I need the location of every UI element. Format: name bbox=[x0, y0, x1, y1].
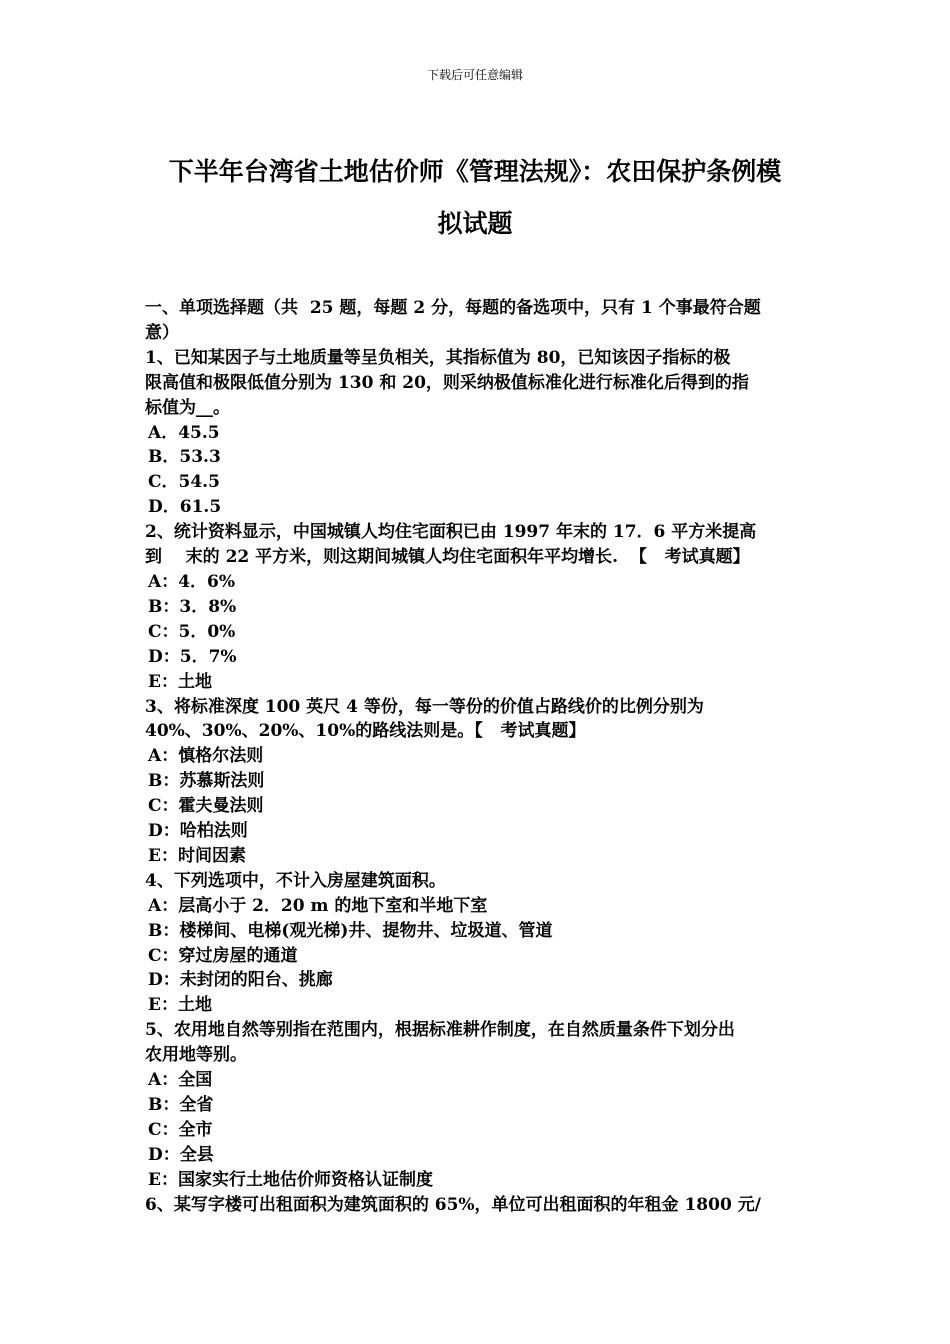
question-stem-line: 标值为__。 bbox=[145, 397, 230, 418]
option: A：4．6% bbox=[148, 571, 236, 592]
question-stem-line: 5、农用地自然等别指在范围内，根据标准耕作制度，在自然质量条件下划分出 bbox=[145, 1020, 735, 1041]
option: B．53.3 bbox=[148, 447, 221, 468]
section-heading bbox=[145, 296, 810, 346]
option: E：国家实行土地估价师资格认证制度 bbox=[148, 1169, 433, 1190]
option: B：3．8% bbox=[148, 596, 237, 617]
question-stem-line: 农用地等别。 bbox=[145, 1045, 247, 1066]
option: A：层高小于 2．20 m 的地下室和半地下室 bbox=[148, 895, 488, 916]
section-heading-line: 意） bbox=[145, 322, 179, 343]
option: C：霍夫曼法则 bbox=[148, 796, 264, 817]
option: D：哈柏法则 bbox=[148, 821, 248, 842]
question-stem-line: 40%、30%、20%、10%的路线法则是。【 考试真题】 bbox=[145, 721, 586, 742]
option: E：时间因素 bbox=[148, 845, 246, 866]
question-5 bbox=[145, 1018, 810, 1192]
page-header: 下载后可任意编辑 bbox=[426, 68, 523, 82]
question-stem-line: 1、已知某因子与土地质量等呈负相关，其指标值为 80，已知该因子指标的极 bbox=[145, 347, 731, 368]
option: D．61.5 bbox=[148, 497, 222, 518]
option: D：未封闭的阳台、挑廊 bbox=[148, 970, 333, 991]
option: A：慎格尔法则 bbox=[148, 746, 264, 767]
question-1 bbox=[145, 346, 810, 520]
title-line: 下半年台湾省土地估价师《管理法规》：农田保护条例模 bbox=[168, 157, 782, 186]
document-title bbox=[100, 146, 850, 250]
option: D：5．7% bbox=[148, 646, 237, 667]
question-stem-line: 2、统计资料显示，中国城镇人均住宅面积已由 1997 年末的 17．6 平方米提高 bbox=[145, 522, 757, 543]
option: E：土地 bbox=[148, 671, 212, 692]
option: B：楼梯间、电梯(观光梯)井、提物井、垃圾道、管道 bbox=[148, 920, 553, 941]
question-stem-line: 4、下列选项中，不计入房屋建筑面积。 bbox=[145, 870, 446, 891]
option: C：穿过房屋的通道 bbox=[148, 945, 298, 966]
question-2 bbox=[145, 520, 810, 694]
question-stem-line: 6、某写字楼可出租面积为建筑面积的 65%，单位可出租面积的年租金 1800 元/ bbox=[145, 1194, 761, 1215]
option: A．45.5 bbox=[148, 422, 220, 443]
option: C：全市 bbox=[148, 1119, 213, 1140]
option: B：苏慕斯法则 bbox=[148, 771, 265, 792]
option: B：全省 bbox=[148, 1095, 214, 1115]
question-stem-line: 到 末的 22 平方米，则这期间城镇人均住宅面积年平均增长. 【 考试真题】 bbox=[145, 547, 750, 568]
document-body bbox=[145, 296, 810, 1218]
option: C．54.5 bbox=[148, 472, 220, 493]
question-stem-line: 3、将标准深度 100 英尺 4 等份，每一等份的价值占路线价的比例分别为 bbox=[145, 696, 704, 717]
option: E：土地 bbox=[148, 995, 212, 1016]
option: C：5．0% bbox=[148, 621, 236, 642]
option: D：全县 bbox=[148, 1144, 214, 1165]
option: A：全国 bbox=[148, 1070, 213, 1091]
section-heading-line: 一、单项选择题（共 25 题，每题 2 分，每题的备选项中，只有 1 个事最符合题 bbox=[145, 298, 761, 318]
question-6 bbox=[145, 1193, 810, 1218]
question-4 bbox=[145, 869, 810, 1018]
title-line: 拟试题 bbox=[437, 209, 513, 238]
question-3 bbox=[145, 695, 810, 869]
question-stem-line: 限高值和极限低值分别为 130 和 20，则采纳极值标准化进行标准化后得到的指 bbox=[145, 372, 749, 393]
